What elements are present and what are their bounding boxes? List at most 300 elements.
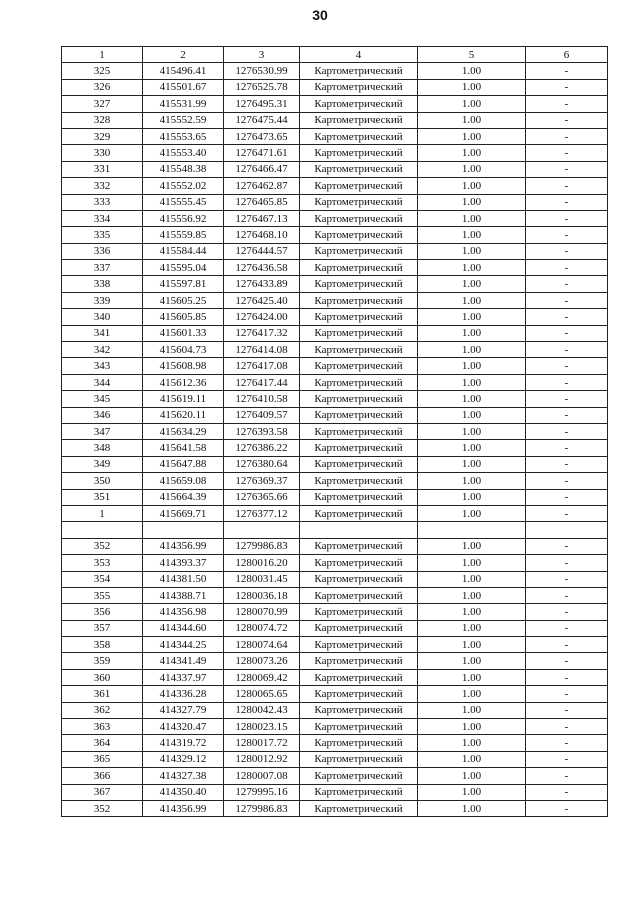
table-row <box>62 128 608 144</box>
table-row <box>62 423 608 439</box>
point-number-cell: 329 <box>62 128 143 144</box>
x-coordinate-cell: 415641.58 <box>143 440 224 456</box>
x-coordinate-cell: 414344.60 <box>143 620 224 636</box>
table-row <box>62 325 608 341</box>
table-row <box>62 637 608 653</box>
method-cell: Картометрический <box>300 374 418 390</box>
accuracy-cell: 1.00 <box>418 63 526 79</box>
note-cell: - <box>526 538 608 554</box>
table-row <box>62 374 608 390</box>
y-coordinate-cell: 1276465.85 <box>224 194 300 210</box>
point-number-cell: 346 <box>62 407 143 423</box>
table-row <box>62 489 608 505</box>
method-cell: Картометрический <box>300 342 418 358</box>
point-number-cell: 335 <box>62 227 143 243</box>
y-coordinate-cell: 1276475.44 <box>224 112 300 128</box>
y-coordinate-cell: 1280012.92 <box>224 751 300 767</box>
accuracy-cell: 1.00 <box>418 653 526 669</box>
point-number-cell: 337 <box>62 260 143 276</box>
table-row <box>62 751 608 767</box>
table-row <box>62 210 608 226</box>
note-cell: - <box>526 604 608 620</box>
note-cell: - <box>526 686 608 702</box>
table-row <box>62 112 608 128</box>
note-cell: - <box>526 79 608 95</box>
x-coordinate-cell: 415556.92 <box>143 210 224 226</box>
note-cell: - <box>526 653 608 669</box>
accuracy-cell: 1.00 <box>418 555 526 571</box>
method-cell: Картометрический <box>300 555 418 571</box>
y-coordinate-cell: 1276468.10 <box>224 227 300 243</box>
y-coordinate-cell: 1280070.99 <box>224 604 300 620</box>
x-coordinate-cell: 415612.36 <box>143 374 224 390</box>
note-cell: - <box>526 440 608 456</box>
note-cell: - <box>526 407 608 423</box>
x-coordinate-cell <box>143 522 224 538</box>
table-row <box>62 653 608 669</box>
method-cell: Картометрический <box>300 456 418 472</box>
note-cell <box>526 522 608 538</box>
y-coordinate-cell: 1276417.08 <box>224 358 300 374</box>
y-coordinate-cell: 1276425.40 <box>224 292 300 308</box>
x-coordinate-cell: 415620.11 <box>143 407 224 423</box>
x-coordinate-cell: 414356.98 <box>143 604 224 620</box>
note-cell: - <box>526 555 608 571</box>
accuracy-cell: 1.00 <box>418 620 526 636</box>
note-cell: - <box>526 276 608 292</box>
method-cell: Картометрический <box>300 719 418 735</box>
method-cell: Картометрический <box>300 63 418 79</box>
x-coordinate-cell: 415669.71 <box>143 505 224 521</box>
column-header: 4 <box>300 47 418 63</box>
table-row <box>62 604 608 620</box>
accuracy-cell: 1.00 <box>418 604 526 620</box>
note-cell: - <box>526 210 608 226</box>
note-cell: - <box>526 751 608 767</box>
table-row <box>62 505 608 521</box>
y-coordinate-cell: 1280074.72 <box>224 620 300 636</box>
table-row <box>62 63 608 79</box>
x-coordinate-cell: 415553.65 <box>143 128 224 144</box>
y-coordinate-cell: 1276380.64 <box>224 456 300 472</box>
x-coordinate-cell: 415501.67 <box>143 79 224 95</box>
table-row <box>62 96 608 112</box>
method-cell: Картометрический <box>300 538 418 554</box>
point-number-cell: 347 <box>62 423 143 439</box>
column-header: 6 <box>526 47 608 63</box>
accuracy-cell: 1.00 <box>418 292 526 308</box>
method-cell: Картометрический <box>300 637 418 653</box>
table-row <box>62 620 608 636</box>
accuracy-cell: 1.00 <box>418 505 526 521</box>
method-cell: Картометрический <box>300 440 418 456</box>
y-coordinate-cell: 1276530.99 <box>224 63 300 79</box>
y-coordinate-cell: 1276467.13 <box>224 210 300 226</box>
table-row <box>62 292 608 308</box>
point-number-cell: 340 <box>62 309 143 325</box>
y-coordinate-cell: 1276466.47 <box>224 161 300 177</box>
point-number-cell: 331 <box>62 161 143 177</box>
table-row <box>62 309 608 325</box>
method-cell: Картометрический <box>300 178 418 194</box>
point-number-cell: 336 <box>62 243 143 259</box>
point-number-cell: 367 <box>62 784 143 800</box>
table-row <box>62 260 608 276</box>
note-cell: - <box>526 800 608 816</box>
method-cell: Картометрический <box>300 604 418 620</box>
y-coordinate-cell: 1276525.78 <box>224 79 300 95</box>
y-coordinate-cell: 1280016.20 <box>224 555 300 571</box>
accuracy-cell: 1.00 <box>418 784 526 800</box>
table-row <box>62 473 608 489</box>
method-cell: Картометрический <box>300 194 418 210</box>
x-coordinate-cell: 414344.25 <box>143 637 224 653</box>
method-cell: Картометрический <box>300 489 418 505</box>
method-cell: Картометрический <box>300 112 418 128</box>
note-cell: - <box>526 620 608 636</box>
column-header: 5 <box>418 47 526 63</box>
method-cell: Картометрический <box>300 735 418 751</box>
y-coordinate-cell: 1280065.65 <box>224 686 300 702</box>
method-cell <box>300 522 418 538</box>
method-cell: Картометрический <box>300 161 418 177</box>
accuracy-cell: 1.00 <box>418 637 526 653</box>
point-number-cell: 364 <box>62 735 143 751</box>
y-coordinate-cell: 1280074.64 <box>224 637 300 653</box>
point-number-cell: 358 <box>62 637 143 653</box>
method-cell: Картометрический <box>300 505 418 521</box>
y-coordinate-cell: 1276414.08 <box>224 342 300 358</box>
method-cell: Картометрический <box>300 768 418 784</box>
point-number-cell: 334 <box>62 210 143 226</box>
table-row <box>62 702 608 718</box>
accuracy-cell: 1.00 <box>418 112 526 128</box>
note-cell: - <box>526 489 608 505</box>
note-cell: - <box>526 637 608 653</box>
table-row <box>62 342 608 358</box>
note-cell: - <box>526 784 608 800</box>
x-coordinate-cell: 415634.29 <box>143 423 224 439</box>
accuracy-cell: 1.00 <box>418 374 526 390</box>
table-row <box>62 538 608 554</box>
point-number-cell: 352 <box>62 538 143 554</box>
x-coordinate-cell: 415601.33 <box>143 325 224 341</box>
note-cell: - <box>526 128 608 144</box>
y-coordinate-cell: 1276462.87 <box>224 178 300 194</box>
x-coordinate-cell: 415595.04 <box>143 260 224 276</box>
point-number-cell: 362 <box>62 702 143 718</box>
x-coordinate-cell: 414381.50 <box>143 571 224 587</box>
table-row <box>62 686 608 702</box>
method-cell: Картометрический <box>300 407 418 423</box>
accuracy-cell: 1.00 <box>418 194 526 210</box>
note-cell: - <box>526 309 608 325</box>
coordinates-table <box>61 46 608 817</box>
note-cell: - <box>526 63 608 79</box>
method-cell: Картометрический <box>300 243 418 259</box>
method-cell: Картометрический <box>300 276 418 292</box>
table-row <box>62 145 608 161</box>
note-cell: - <box>526 456 608 472</box>
note-cell: - <box>526 325 608 341</box>
accuracy-cell: 1.00 <box>418 309 526 325</box>
accuracy-cell: 1.00 <box>418 686 526 702</box>
table-row <box>62 178 608 194</box>
accuracy-cell: 1.00 <box>418 342 526 358</box>
y-coordinate-cell: 1276410.58 <box>224 391 300 407</box>
note-cell: - <box>526 358 608 374</box>
method-cell: Картометрический <box>300 260 418 276</box>
point-number-cell: 353 <box>62 555 143 571</box>
method-cell: Картометрический <box>300 292 418 308</box>
table-row <box>62 79 608 95</box>
accuracy-cell: 1.00 <box>418 260 526 276</box>
y-coordinate-cell: 1276409.57 <box>224 407 300 423</box>
table-row <box>62 276 608 292</box>
note-cell: - <box>526 112 608 128</box>
x-coordinate-cell: 415553.40 <box>143 145 224 161</box>
point-number-cell: 349 <box>62 456 143 472</box>
page-number: 30 <box>312 7 328 23</box>
y-coordinate-cell: 1280069.42 <box>224 669 300 685</box>
x-coordinate-cell: 414341.49 <box>143 653 224 669</box>
point-number-cell: 342 <box>62 342 143 358</box>
y-coordinate-cell: 1279986.83 <box>224 800 300 816</box>
accuracy-cell: 1.00 <box>418 768 526 784</box>
x-coordinate-cell: 414327.79 <box>143 702 224 718</box>
y-coordinate-cell: 1280017.72 <box>224 735 300 751</box>
y-coordinate-cell: 1276433.89 <box>224 276 300 292</box>
point-number-cell: 343 <box>62 358 143 374</box>
accuracy-cell: 1.00 <box>418 243 526 259</box>
accuracy-cell: 1.00 <box>418 407 526 423</box>
table-row <box>62 440 608 456</box>
y-coordinate-cell: 1276393.58 <box>224 423 300 439</box>
x-coordinate-cell: 414350.40 <box>143 784 224 800</box>
x-coordinate-cell: 414337.97 <box>143 669 224 685</box>
note-cell: - <box>526 96 608 112</box>
x-coordinate-cell: 414388.71 <box>143 587 224 603</box>
table-row <box>62 555 608 571</box>
point-number-cell: 326 <box>62 79 143 95</box>
y-coordinate-cell: 1280042.43 <box>224 702 300 718</box>
x-coordinate-cell: 415647.88 <box>143 456 224 472</box>
method-cell: Картометрический <box>300 473 418 489</box>
table-row <box>62 587 608 603</box>
x-coordinate-cell: 415597.81 <box>143 276 224 292</box>
point-number-cell: 354 <box>62 571 143 587</box>
method-cell: Картометрический <box>300 620 418 636</box>
point-number-cell: 325 <box>62 63 143 79</box>
point-number-cell: 344 <box>62 374 143 390</box>
method-cell: Картометрический <box>300 751 418 767</box>
table-row <box>62 719 608 735</box>
column-header: 1 <box>62 47 143 63</box>
method-cell: Картометрический <box>300 210 418 226</box>
accuracy-cell: 1.00 <box>418 161 526 177</box>
accuracy-cell <box>418 522 526 538</box>
point-number-cell: 341 <box>62 325 143 341</box>
table-row <box>62 571 608 587</box>
note-cell: - <box>526 571 608 587</box>
x-coordinate-cell: 415496.41 <box>143 63 224 79</box>
accuracy-cell: 1.00 <box>418 210 526 226</box>
note-cell: - <box>526 260 608 276</box>
y-coordinate-cell: 1280073.26 <box>224 653 300 669</box>
x-coordinate-cell: 414356.99 <box>143 538 224 554</box>
note-cell: - <box>526 194 608 210</box>
method-cell: Картометрический <box>300 653 418 669</box>
x-coordinate-cell: 414329.12 <box>143 751 224 767</box>
accuracy-cell: 1.00 <box>418 227 526 243</box>
method-cell: Картометрический <box>300 686 418 702</box>
point-number-cell: 330 <box>62 145 143 161</box>
table-row <box>62 227 608 243</box>
x-coordinate-cell: 415664.39 <box>143 489 224 505</box>
point-number-cell: 355 <box>62 587 143 603</box>
point-number-cell: 345 <box>62 391 143 407</box>
x-coordinate-cell: 414336.28 <box>143 686 224 702</box>
x-coordinate-cell: 415659.08 <box>143 473 224 489</box>
accuracy-cell: 1.00 <box>418 538 526 554</box>
note-cell: - <box>526 587 608 603</box>
note-cell: - <box>526 292 608 308</box>
accuracy-cell: 1.00 <box>418 489 526 505</box>
column-header: 3 <box>224 47 300 63</box>
point-number-cell: 328 <box>62 112 143 128</box>
y-coordinate-cell: 1280023.15 <box>224 719 300 735</box>
point-number-cell <box>62 522 143 538</box>
note-cell: - <box>526 735 608 751</box>
point-number-cell: 357 <box>62 620 143 636</box>
point-number-cell: 350 <box>62 473 143 489</box>
table-row <box>62 358 608 374</box>
point-number-cell: 338 <box>62 276 143 292</box>
x-coordinate-cell: 415584.44 <box>143 243 224 259</box>
x-coordinate-cell: 414356.99 <box>143 800 224 816</box>
y-coordinate-cell: 1276444.57 <box>224 243 300 259</box>
x-coordinate-cell: 415548.38 <box>143 161 224 177</box>
y-coordinate-cell: 1280031.45 <box>224 571 300 587</box>
point-number-cell: 351 <box>62 489 143 505</box>
x-coordinate-cell: 415531.99 <box>143 96 224 112</box>
accuracy-cell: 1.00 <box>418 473 526 489</box>
x-coordinate-cell: 415604.73 <box>143 342 224 358</box>
accuracy-cell: 1.00 <box>418 800 526 816</box>
x-coordinate-cell: 415605.25 <box>143 292 224 308</box>
accuracy-cell: 1.00 <box>418 702 526 718</box>
y-coordinate-cell: 1279986.83 <box>224 538 300 554</box>
y-coordinate-cell: 1276436.58 <box>224 260 300 276</box>
x-coordinate-cell: 415552.59 <box>143 112 224 128</box>
table-row <box>62 768 608 784</box>
table-header-row <box>62 47 608 63</box>
point-number-cell: 332 <box>62 178 143 194</box>
method-cell: Картометрический <box>300 391 418 407</box>
accuracy-cell: 1.00 <box>418 719 526 735</box>
y-coordinate-cell: 1280036.18 <box>224 587 300 603</box>
y-coordinate-cell: 1276417.44 <box>224 374 300 390</box>
point-number-cell: 333 <box>62 194 143 210</box>
accuracy-cell: 1.00 <box>418 79 526 95</box>
method-cell: Картометрический <box>300 79 418 95</box>
method-cell: Картометрический <box>300 128 418 144</box>
method-cell: Картометрический <box>300 669 418 685</box>
note-cell: - <box>526 505 608 521</box>
accuracy-cell: 1.00 <box>418 358 526 374</box>
note-cell: - <box>526 768 608 784</box>
table-row <box>62 456 608 472</box>
y-coordinate-cell <box>224 522 300 538</box>
method-cell: Картометрический <box>300 784 418 800</box>
method-cell: Картометрический <box>300 309 418 325</box>
y-coordinate-cell: 1276365.66 <box>224 489 300 505</box>
method-cell: Картометрический <box>300 587 418 603</box>
table-row <box>62 522 608 538</box>
x-coordinate-cell: 415619.11 <box>143 391 224 407</box>
accuracy-cell: 1.00 <box>418 276 526 292</box>
accuracy-cell: 1.00 <box>418 391 526 407</box>
table-row <box>62 391 608 407</box>
table-row <box>62 161 608 177</box>
method-cell: Картометрический <box>300 145 418 161</box>
point-number-cell: 339 <box>62 292 143 308</box>
method-cell: Картометрический <box>300 96 418 112</box>
table-row <box>62 407 608 423</box>
accuracy-cell: 1.00 <box>418 440 526 456</box>
point-number-cell: 348 <box>62 440 143 456</box>
y-coordinate-cell: 1276386.22 <box>224 440 300 456</box>
y-coordinate-cell: 1276471.61 <box>224 145 300 161</box>
accuracy-cell: 1.00 <box>418 325 526 341</box>
method-cell: Картометрический <box>300 227 418 243</box>
note-cell: - <box>526 227 608 243</box>
x-coordinate-cell: 415555.45 <box>143 194 224 210</box>
table-row <box>62 194 608 210</box>
point-number-cell: 366 <box>62 768 143 784</box>
point-number-cell: 352 <box>62 800 143 816</box>
point-number-cell: 361 <box>62 686 143 702</box>
x-coordinate-cell: 414393.37 <box>143 555 224 571</box>
y-coordinate-cell: 1276369.37 <box>224 473 300 489</box>
y-coordinate-cell: 1280007.08 <box>224 768 300 784</box>
accuracy-cell: 1.00 <box>418 571 526 587</box>
x-coordinate-cell: 415559.85 <box>143 227 224 243</box>
x-coordinate-cell: 414320.47 <box>143 719 224 735</box>
point-number-cell: 363 <box>62 719 143 735</box>
accuracy-cell: 1.00 <box>418 751 526 767</box>
y-coordinate-cell: 1276377.12 <box>224 505 300 521</box>
method-cell: Картометрический <box>300 325 418 341</box>
table-body <box>62 63 608 817</box>
accuracy-cell: 1.00 <box>418 128 526 144</box>
note-cell: - <box>526 719 608 735</box>
accuracy-cell: 1.00 <box>418 145 526 161</box>
point-number-cell: 359 <box>62 653 143 669</box>
note-cell: - <box>526 342 608 358</box>
method-cell: Картометрический <box>300 358 418 374</box>
method-cell: Картометрический <box>300 571 418 587</box>
note-cell: - <box>526 669 608 685</box>
point-number-cell: 365 <box>62 751 143 767</box>
table-row <box>62 669 608 685</box>
note-cell: - <box>526 473 608 489</box>
x-coordinate-cell: 415608.98 <box>143 358 224 374</box>
note-cell: - <box>526 702 608 718</box>
x-coordinate-cell: 415605.85 <box>143 309 224 325</box>
note-cell: - <box>526 145 608 161</box>
accuracy-cell: 1.00 <box>418 423 526 439</box>
